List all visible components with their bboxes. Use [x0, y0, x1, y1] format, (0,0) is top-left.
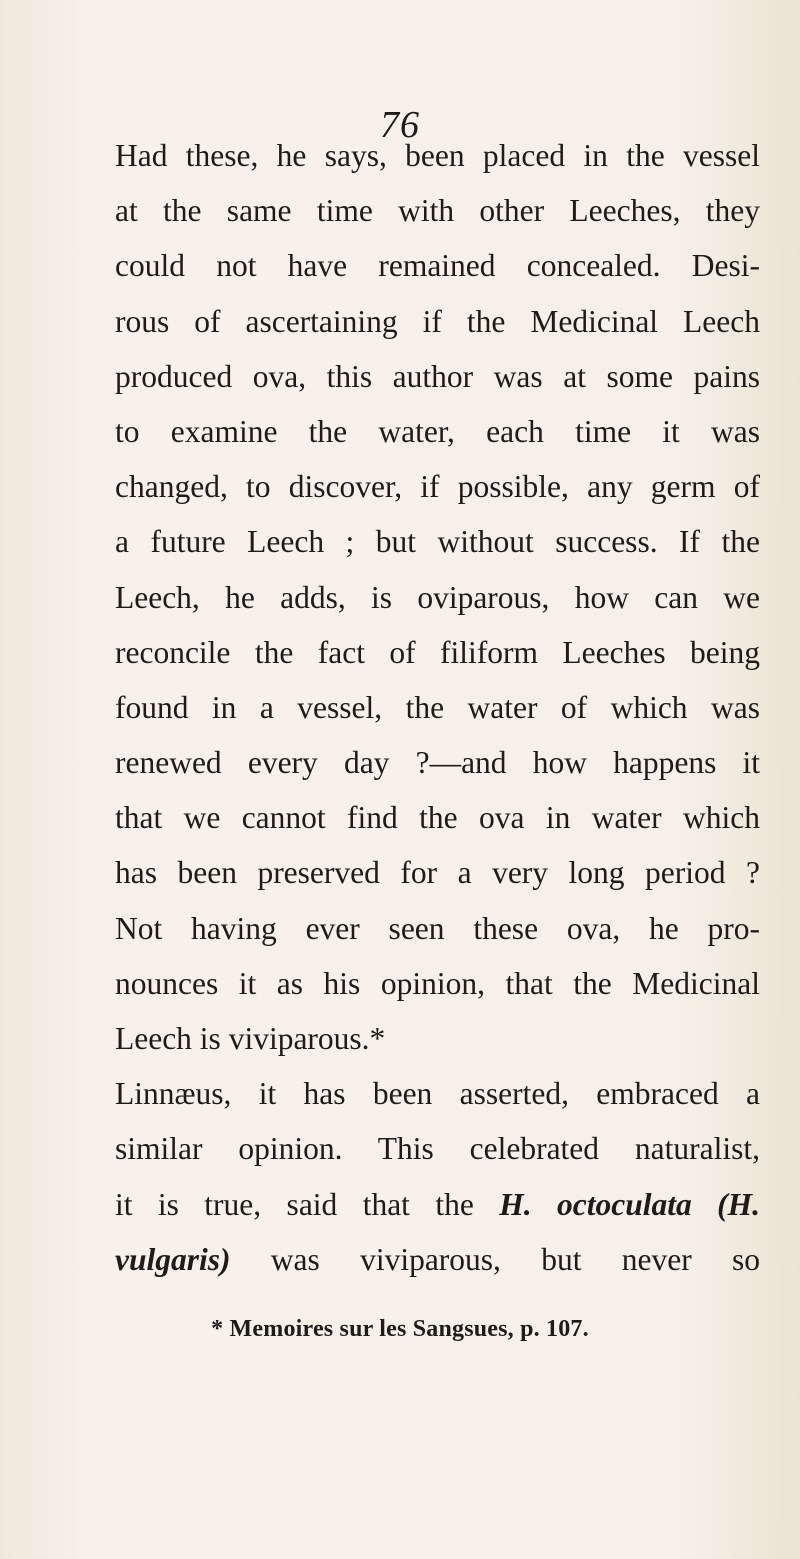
body-text [115, 128, 760, 1287]
taxon-name: vulgaris) [115, 1241, 231, 1277]
page-number: 76 [380, 104, 420, 146]
text-line: Not having ever seen these ova, he pro- [115, 910, 760, 946]
text-line: at the same time with other Leeches, they [115, 193, 760, 229]
text-span: it is true, said that the [115, 1186, 500, 1222]
text-line: similar opinion. This celebrated naturalist, [115, 1131, 760, 1167]
text-line: has been preserved for a very long period ? [115, 855, 760, 891]
text-line: reconcile the fact of filiform Leeches being [115, 634, 760, 670]
text-line: produced ova, this author was at some pains [115, 358, 760, 394]
text-line: could not have remained concealed. Desi- [115, 248, 760, 284]
text-line: Leech, he adds, is oviparous, how can we [115, 579, 760, 615]
text-line: a future Leech ; but without success. If the [115, 524, 760, 560]
text-line: found in a vessel, the water of which was [115, 689, 760, 725]
text-line: Had these, he says, been placed in the vessel [115, 138, 760, 173]
text-line: changed, to discover, if possible, any germ of [115, 469, 760, 505]
text-line: renewed every day ?—and how happens it [115, 745, 760, 781]
text-line: nounces it as his opinion, that the Medicinal [115, 965, 760, 1001]
text-line: to examine the water, each time it was [115, 413, 760, 449]
text-span: was viviparous, but never so [230, 1241, 760, 1277]
text-line-with-taxon [115, 1232, 760, 1287]
footnote: * Memoires sur les Sangsues, p. 107. [211, 1316, 589, 1342]
text-line: that we cannot find the ova in water which [115, 800, 760, 836]
text-line-with-taxon [115, 1177, 760, 1232]
taxon-name: H. octoculata (H. [499, 1186, 760, 1222]
text-line: Linnæus, it has been asserted, embraced a [115, 1076, 760, 1112]
text-line: rous of ascertaining if the Medicinal Leech [115, 303, 760, 339]
text-line: Leech is viviparous.* [115, 1021, 386, 1056]
